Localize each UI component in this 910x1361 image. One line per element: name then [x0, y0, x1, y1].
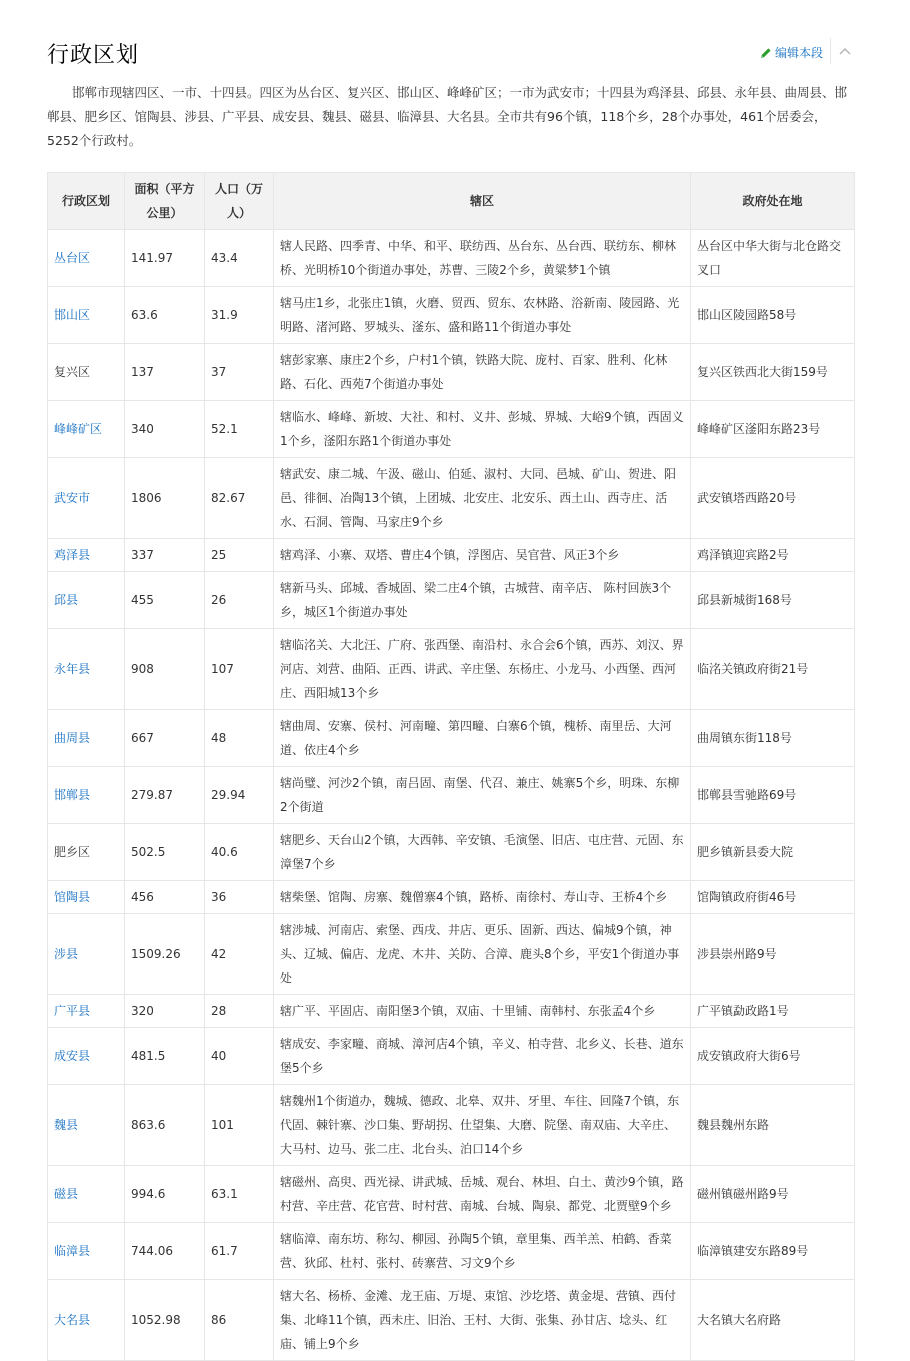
division-name-cell[interactable]	[48, 458, 125, 539]
division-name-cell[interactable]	[48, 710, 125, 767]
area-cell: 863.6	[125, 1085, 205, 1166]
division-name-cell[interactable]	[48, 995, 125, 1028]
division-link[interactable]: 邱县	[54, 593, 79, 607]
government-seat-cell: 魏县魏州东路	[691, 1085, 855, 1166]
government-seat-cell: 曲周镇东街118号	[691, 710, 855, 767]
division-name-cell[interactable]	[48, 230, 125, 287]
division-name-cell[interactable]	[48, 1280, 125, 1361]
division-name-cell[interactable]	[48, 767, 125, 824]
jurisdiction-cell: 辖涉城、河南店、索堡、西戌、井店、更乐、固新、西达、偏城9个镇，神头、辽城、偏店、龙虎、木井、关防、合漳、鹿头8个乡，平安1个街道办事处	[274, 914, 691, 995]
area-cell: 456	[125, 881, 205, 914]
division-link[interactable]: 馆陶县	[54, 890, 91, 904]
division-link[interactable]: 魏县	[54, 1118, 79, 1132]
division-link[interactable]: 邯山区	[54, 308, 91, 322]
jurisdiction-cell: 辖彭家寨、康庄2个乡，户村1个镇，铁路大院、庞村、百家、胜利、化林路、石化、西苑7个街道办事处	[274, 344, 691, 401]
population-cell: 86	[205, 1280, 274, 1361]
division-link[interactable]: 大名县	[54, 1313, 91, 1327]
division-link[interactable]: 磁县	[54, 1187, 79, 1201]
area-cell: 1509.26	[125, 914, 205, 995]
division-name-cell[interactable]	[48, 572, 125, 629]
area-cell: 340	[125, 401, 205, 458]
jurisdiction-cell: 辖临水、峰峰、新坡、大社、和村、义井、彭城、界城、大峪9个镇，西固义1个乡，滏阳东路1个街道办事处	[274, 401, 691, 458]
government-seat-cell: 临洺关镇政府街21号	[691, 629, 855, 710]
population-cell: 101	[205, 1085, 274, 1166]
government-seat-cell: 涉县崇州路9号	[691, 914, 855, 995]
edit-section-label: 编辑本段	[774, 46, 823, 60]
government-seat-cell: 邯山区陵园路58号	[691, 287, 855, 344]
jurisdiction-cell: 辖武安、康二城、午汲、磁山、伯延、淑村、大同、邑城、矿山、贺进、阳邑、徘徊、冶陶13个镇，上团城、北安庄、北安乐、西土山、西寺庄、活水、石洞、管陶、马家庄9个乡	[274, 458, 691, 539]
table-header-row	[48, 173, 855, 230]
government-seat-cell: 成安镇政府大街6号	[691, 1028, 855, 1085]
table-row	[48, 458, 855, 539]
jurisdiction-cell: 辖新马头、邱城、香城固、梁二庄4个镇，古城营、南辛店、 陈村回族3个乡，城区1个街道办事处	[274, 572, 691, 629]
division-name-cell[interactable]	[48, 629, 125, 710]
header-division: 行政区划	[48, 173, 125, 230]
area-cell: 279.87	[125, 767, 205, 824]
population-cell: 82.67	[205, 458, 274, 539]
population-cell: 40	[205, 1028, 274, 1085]
population-cell: 63.1	[205, 1166, 274, 1223]
government-seat-cell: 峰峰矿区滏阳东路23号	[691, 401, 855, 458]
area-cell: 481.5	[125, 1028, 205, 1085]
collapse-section-button[interactable]	[830, 38, 857, 64]
table-row	[48, 230, 855, 287]
population-cell: 48	[205, 710, 274, 767]
population-cell: 43.4	[205, 230, 274, 287]
table-row	[48, 287, 855, 344]
jurisdiction-cell: 辖广平、平固店、南阳堡3个镇，双庙、十里铺、南韩村、东张孟4个乡	[274, 995, 691, 1028]
population-cell: 29.94	[205, 767, 274, 824]
jurisdiction-cell: 辖曲周、安寨、侯村、河南疃、第四疃、白寨6个镇，槐桥、南里岳、大河道、依庄4个乡	[274, 710, 691, 767]
jurisdiction-cell: 辖肥乡、天台山2个镇，大西韩、辛安镇、毛演堡、旧店、屯庄营、元固、东漳堡7个乡	[274, 824, 691, 881]
division-name-cell[interactable]	[48, 1166, 125, 1223]
division-name: 复兴区	[54, 365, 91, 379]
table-row	[48, 401, 855, 458]
division-name: 肥乡区	[54, 845, 91, 859]
table-row	[48, 1166, 855, 1223]
division-name-cell[interactable]	[48, 914, 125, 995]
pencil-icon	[760, 47, 772, 59]
division-name-cell[interactable]	[48, 1028, 125, 1085]
population-cell: 61.7	[205, 1223, 274, 1280]
area-cell: 141.97	[125, 230, 205, 287]
jurisdiction-cell: 辖临洺关、大北汪、广府、张西堡、南沿村、永合会6个镇，西苏、刘汉、界河店、刘营、曲陌、正西、讲武、辛庄堡、东杨庄、小龙马、小西堡、西河庄、西阳城13个乡	[274, 629, 691, 710]
population-cell: 28	[205, 995, 274, 1028]
area-cell: 137	[125, 344, 205, 401]
area-cell: 337	[125, 539, 205, 572]
jurisdiction-cell: 辖魏州1个街道办，魏城、德政、北皋、双井、牙里、车往、回隆7个镇，东代固、棘针寨、沙口集、野胡拐、仕望集、大磨、院堡、南双庙、大辛庄、大马村、边马、张二庄、北台头、泊口14个乡	[274, 1085, 691, 1166]
admin-division-table	[47, 172, 855, 1361]
division-name-cell	[48, 824, 125, 881]
section-title: 行政区划	[47, 43, 140, 68]
table-row	[48, 914, 855, 995]
population-cell: 37	[205, 344, 274, 401]
division-name-cell[interactable]	[48, 1223, 125, 1280]
jurisdiction-cell: 辖临漳、南东坊、称勾、柳园、孙陶5个镇，章里集、西羊羔、柏鹤、香菜营、狄邱、杜村、张村、砖寨营、习文9个乡	[274, 1223, 691, 1280]
table-row	[48, 539, 855, 572]
table-row	[48, 995, 855, 1028]
jurisdiction-cell: 辖马庄1乡，北张庄1镇，火磨、贸西、贸东、农林路、浴新南、陵园路、光明路、渚河路、罗城头、滏东、盛和路11个街道办事处	[274, 287, 691, 344]
division-link[interactable]: 成安县	[54, 1049, 91, 1063]
government-seat-cell: 邱县新城街168号	[691, 572, 855, 629]
government-seat-cell: 武安镇塔西路20号	[691, 458, 855, 539]
government-seat-cell: 临漳镇建安东路89号	[691, 1223, 855, 1280]
area-cell: 320	[125, 995, 205, 1028]
division-link[interactable]: 永年县	[54, 662, 91, 676]
jurisdiction-cell: 辖尚璧、河沙2个镇，南吕固、南堡、代召、兼庄、姚寨5个乡，明珠、东柳2个街道	[274, 767, 691, 824]
government-seat-cell: 鸡泽镇迎宾路2号	[691, 539, 855, 572]
division-name-cell[interactable]	[48, 881, 125, 914]
population-cell: 31.9	[205, 287, 274, 344]
division-name-cell[interactable]	[48, 539, 125, 572]
jurisdiction-cell: 辖鸡泽、小寨、双塔、曹庄4个镇，浮图店、吴官营、风正3个乡	[274, 539, 691, 572]
table-row	[48, 629, 855, 710]
population-cell: 26	[205, 572, 274, 629]
population-cell: 40.6	[205, 824, 274, 881]
jurisdiction-cell: 辖人民路、四季青、中华、和平、联纺西、丛台东、丛台西、联纺东、柳林桥、光明桥10个街道办事处，苏曹、三陵2个乡，黄粱梦1个镇	[274, 230, 691, 287]
division-link[interactable]: 涉县	[54, 947, 79, 961]
header-area: 面积（平方公里）	[125, 173, 205, 230]
table-row	[48, 344, 855, 401]
area-cell: 502.5	[125, 824, 205, 881]
government-seat-cell: 馆陶镇政府街46号	[691, 881, 855, 914]
government-seat-cell: 复兴区铁西北大街159号	[691, 344, 855, 401]
population-cell: 52.1	[205, 401, 274, 458]
government-seat-cell: 磁州镇磁州路9号	[691, 1166, 855, 1223]
division-name-cell[interactable]	[48, 287, 125, 344]
area-cell: 908	[125, 629, 205, 710]
area-cell: 994.6	[125, 1166, 205, 1223]
area-cell: 744.06	[125, 1223, 205, 1280]
government-seat-cell: 大名镇大名府路	[691, 1280, 855, 1361]
intro-paragraph: 邯郸市现辖四区、一市、十四县。四区为丛台区、复兴区、邯山区、峰峰矿区；一市为武安市；十四县为鸡泽县、邱县、永年县、曲周县、邯郸县、肥乡区、馆陶县、涉县、广平县、成安县、魏县、磁县、临漳县、大名县。全市共有96个镇，118个乡，28个办事处，461个居委会，5252个行政村。	[47, 85, 848, 148]
jurisdiction-cell: 辖磁州、高臾、西光禄、讲武城、岳城、观台、林坦、白土、黄沙9个镇，路村营、辛庄营、花官营、时村营、南城、台城、陶泉、都党、北贾壁9个乡	[274, 1166, 691, 1223]
division-link[interactable]: 曲周县	[54, 731, 91, 745]
table-row	[48, 710, 855, 767]
division-name-cell[interactable]	[48, 1085, 125, 1166]
government-seat-cell: 广平镇勐政路1号	[691, 995, 855, 1028]
division-name-cell	[48, 344, 125, 401]
area-cell: 1806	[125, 458, 205, 539]
area-cell: 1052.98	[125, 1280, 205, 1361]
table-body	[48, 230, 855, 1361]
division-link[interactable]: 广平县	[54, 1004, 91, 1018]
division-link[interactable]: 武安市	[54, 491, 91, 505]
jurisdiction-cell: 辖柴堡、馆陶、房寨、魏僧寨4个镇，路桥、南徐村、寿山寺、王桥4个乡	[274, 881, 691, 914]
table-row	[48, 1223, 855, 1280]
header-government-seat: 政府处在地	[691, 173, 855, 230]
table-row	[48, 1028, 855, 1085]
table-row	[48, 881, 855, 914]
population-cell: 36	[205, 881, 274, 914]
division-link[interactable]: 临漳县	[54, 1244, 91, 1258]
area-cell: 667	[125, 710, 205, 767]
table-row	[48, 1085, 855, 1166]
population-cell: 107	[205, 629, 274, 710]
area-cell: 63.6	[125, 287, 205, 344]
government-seat-cell: 肥乡镇新县委大院	[691, 824, 855, 881]
jurisdiction-cell: 辖大名、杨桥、金滩、龙王庙、万堤、束馆、沙圪塔、黄金堤、营镇、西付集、北峰11个镇，西未庄、旧治、王村、大街、张集、孙甘店、埝头、红庙、铺上9个乡	[274, 1280, 691, 1361]
edit-section-button[interactable]	[760, 44, 823, 61]
header-jurisdiction: 辖区	[274, 173, 691, 230]
population-cell: 25	[205, 539, 274, 572]
area-cell: 455	[125, 572, 205, 629]
population-cell: 42	[205, 914, 274, 995]
jurisdiction-cell: 辖成安、李家疃、商城、漳河店4个镇，辛义、柏寺营、北乡义、长巷、道东堡5个乡	[274, 1028, 691, 1085]
government-seat-cell: 丛台区中华大街与北仓路交叉口	[691, 230, 855, 287]
division-link[interactable]: 峰峰矿区	[54, 422, 103, 436]
government-seat-cell: 邯郸县雪驰路69号	[691, 767, 855, 824]
division-name-cell[interactable]	[48, 401, 125, 458]
division-link[interactable]: 鸡泽县	[54, 548, 91, 562]
section-header	[47, 34, 857, 74]
division-link[interactable]: 邯郸县	[54, 788, 91, 802]
table-row	[48, 824, 855, 881]
division-link[interactable]: 丛台区	[54, 251, 91, 265]
header-population: 人口（万人）	[205, 173, 274, 230]
table-row	[48, 767, 855, 824]
table-row	[48, 572, 855, 629]
table-row	[48, 1280, 855, 1361]
